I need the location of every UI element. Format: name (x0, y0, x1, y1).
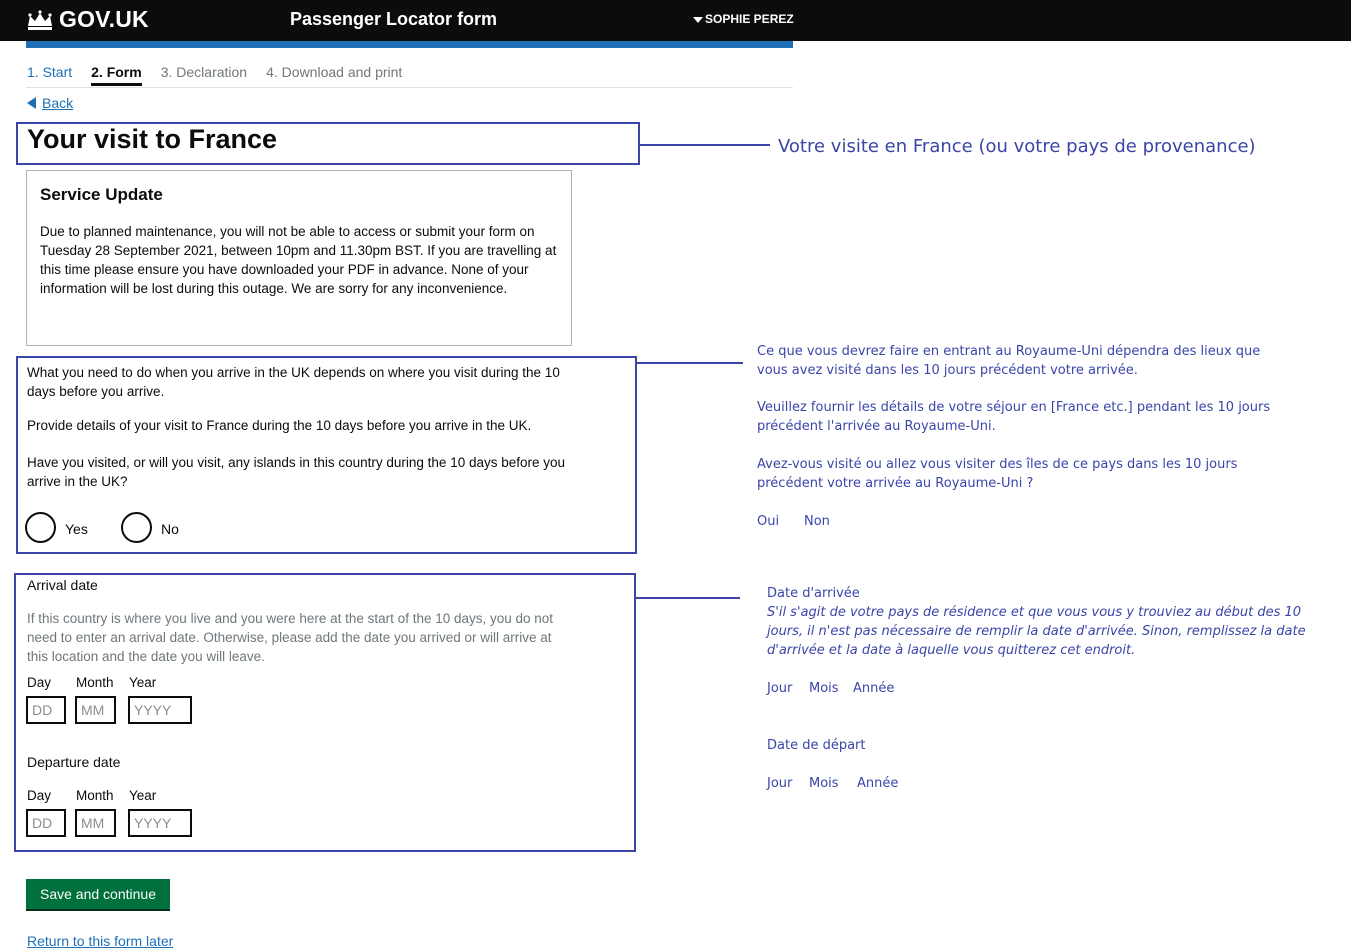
annotation-mois-arrival: Mois (809, 681, 839, 696)
arrival-month-label: Month (76, 675, 114, 690)
caret-down-icon (693, 17, 703, 23)
annotation-connector-dates (636, 597, 740, 599)
annotation-annee-departure: Année (857, 776, 899, 791)
islands-question: Have you visited, or will you visit, any islands in this country during the 10 days before you arrive in the UK? (27, 455, 566, 489)
step-start[interactable]: 1. Start (27, 64, 73, 80)
steps-divider (26, 87, 793, 88)
annotation-annee-arrival: Année (853, 681, 895, 696)
service-update-notice (26, 170, 572, 346)
return-later-link[interactable]: Return to this form later (27, 933, 174, 949)
departure-day-input[interactable] (26, 809, 66, 837)
header-blue-bar (26, 41, 793, 48)
annotation-non: Non (804, 514, 830, 529)
back-arrow-icon (27, 97, 36, 109)
departure-month-input[interactable] (75, 809, 116, 837)
annotation-jour-departure: Jour (767, 776, 793, 791)
annotation-jour-arrival: Jour (767, 681, 793, 696)
user-menu[interactable] (693, 12, 794, 26)
step-navigation (27, 64, 421, 86)
departure-month-label: Month (76, 788, 114, 803)
back-link[interactable] (27, 95, 73, 111)
departure-year-label: Year (129, 788, 157, 803)
arrival-date-label: Arrival date (27, 577, 98, 593)
govuk-header (0, 0, 1351, 41)
page-title: Your visit to France (27, 124, 278, 154)
arrival-year-label: Year (129, 675, 157, 690)
radio-no[interactable] (121, 512, 179, 543)
radio-no-circle[interactable] (121, 512, 152, 543)
departure-date-label: Departure date (27, 754, 121, 770)
arrival-date-hint: If this country is where you live and you were here at the start of the 10 days, you do not need to enter an arrival date. Otherwise, please add the date you arrived or will arrive at this location and the date you will leave. (27, 611, 554, 664)
notice-body: Due to planned maintenance, you will not be able to access or submit your form on Tuesday 28 September 2021, between 10pm and 11.30pm BST. If you are travelling at this time please ensure you have downloaded your PDF in advance. None of your information will be lost during this outage. We are sorry for any inconvenience. (40, 224, 557, 296)
save-and-continue-button[interactable]: Save and continue (26, 879, 170, 911)
annotation-departure-fr: Date de départ (767, 738, 866, 753)
annotation-title-fr: Votre visite en France (ou votre pays de provenance) (778, 136, 1256, 157)
arrival-year-input[interactable] (128, 696, 192, 724)
step-declaration: 3. Declaration (160, 64, 248, 80)
annotation-hint-fr: S'il s'agit de votre pays de résidence et que vous vous y trouviez au début des 10 jours, il n'est pas nécessaire de remplir la date d'arrivée. Sinon, remplissez la date d'arrivée et la date à laquelle vous quitterez cet endroit. (767, 605, 1306, 658)
radio-no-label: No (161, 520, 179, 537)
annotation-connector-intro (637, 362, 743, 364)
arrival-day-input[interactable] (26, 696, 66, 724)
arrival-day-label: Day (27, 675, 52, 690)
crown-icon (26, 10, 54, 30)
annotation-arrival-fr: Date d'arrivée (767, 586, 860, 601)
annotation-oui: Oui (757, 514, 780, 529)
user-name: SOPHIE PEREZ (705, 12, 794, 26)
annotation-question-fr: Avez-vous visité ou allez vous visiter des îles de ce pays dans les 10 jours précédent votre arrivée au Royaume-Uni ? (757, 457, 1238, 491)
step-download: 4. Download and print (266, 64, 403, 80)
back-label: Back (42, 95, 74, 111)
annotation-connector-title (640, 144, 770, 146)
annotation-mois-departure: Mois (809, 776, 839, 791)
arrival-month-input[interactable] (75, 696, 116, 724)
radio-yes-circle[interactable] (25, 512, 56, 543)
service-name[interactable]: Passenger Locator form (290, 9, 498, 29)
departure-year-input[interactable] (128, 809, 192, 837)
intro-paragraph: What you need to do when you arrive in the UK depends on where you visit during the 10 days before you arrive. (27, 365, 560, 399)
departure-day-label: Day (27, 788, 52, 803)
radio-yes-label: Yes (65, 520, 88, 537)
step-form: 2. Form (91, 64, 142, 86)
govuk-logo[interactable]: GOV.UK (59, 6, 149, 32)
notice-title: Service Update (40, 185, 163, 204)
annotation-instruction-fr: Veuillez fournir les détails de votre séjour en [France etc.] pendant les 10 jours précédent l'arrivée au Royaume-Uni. (757, 400, 1271, 434)
instruction-paragraph: Provide details of your visit to France during the 10 days before you arrive in the UK. (27, 418, 532, 433)
annotation-intro-fr: Ce que vous devrez faire en entrant au Royaume-Uni dépendra des lieux que vous avez visité dans les 10 jours précédent votre arrivée. (757, 344, 1261, 378)
radio-yes[interactable] (25, 512, 88, 543)
